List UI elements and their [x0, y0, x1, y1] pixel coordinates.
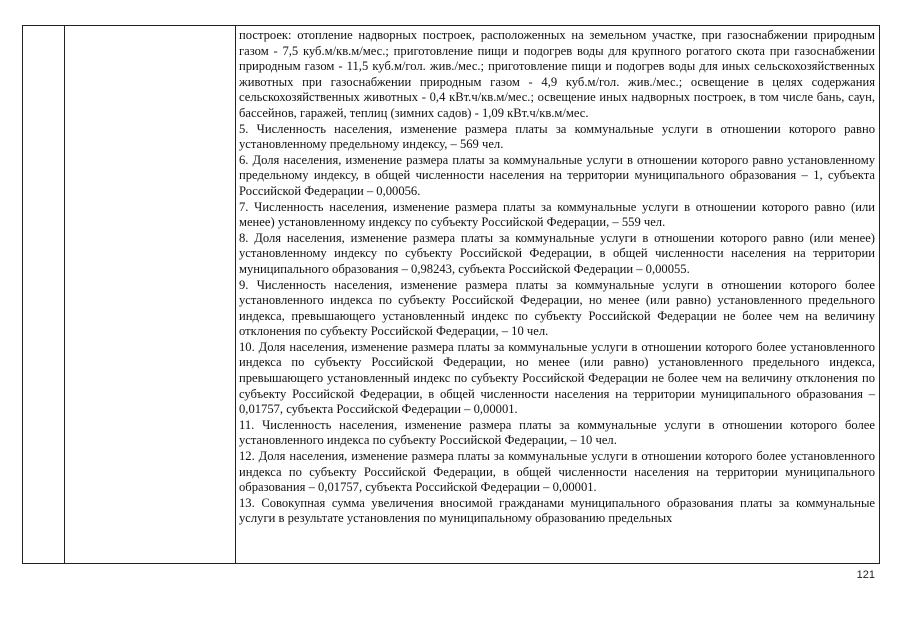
content-text-block: [236, 26, 879, 563]
table-row: [23, 26, 880, 564]
paragraph-continuation: построек: отопление надворных построек, расположенных на земельном участке, при газоснабжении природным газом - 7,5 куб.м/кв.м/мес.; приготовление пищи и подогрев воды для крупного рогатого скота при газоснабжении природным газом - 11,5 куб.м/гол. жив./мес.; приготовление пищи и подогрев воды для иных сельскохозяйственных животных при газоснабжении природным газом - 4,9 куб.м/гол. жив./мес.; освещение в целях содержания сельскохозяйственных животных - 0,4 кВт.ч/кв.м/мес.; освещение иных надворных построек, в том числе бань, саун, бассейнов, гаражей, теплиц (зимних садов) - 1,09 кВт.ч/кв.м/мес.: [239, 28, 875, 120]
paragraph-item-13: 13. Совокупная сумма увеличения вносимой гражданами муниципального образования платы за коммунальные услуги в результате установления по муниципальному образованию предельных: [239, 495, 875, 526]
paragraph-item-5: 5. Численность населения, изменение размера платы за коммунальные услуги в отношении которого равно установленному предельному индексу, – 569 чел.: [239, 121, 875, 152]
document-table: [22, 25, 880, 564]
table-cell-name: [65, 26, 236, 564]
paragraph-item-7: 7. Численность населения, изменение размера платы за коммунальные услуги в отношении которого равно (или менее) установленному индексу по субъекту Российской Федерации, – 559 чел.: [239, 199, 875, 230]
paragraph-item-12: 12. Доля населения, изменение размера платы за коммунальные услуги в отношении которого более установленного индекса по субъекту Российской Федерации, в общей численности населения на территории муниципального образования – 0,01757, субъекта Российской Федерации – 0,00001.: [239, 449, 875, 495]
table-cell-number: [23, 26, 65, 564]
paragraph-item-9: 9. Численность населения, изменение размера платы за коммунальные услуги в отношении которого более установленного индекса по субъекту Российской Федерации, но менее (или равно) установленного предельного индекса, превышающего установленный индекс по субъекту Российской Федерации не более чем на величину отклонения по субъекту Российской Федерации, – 10 чел.: [239, 277, 875, 339]
table-cell-content: [236, 26, 880, 564]
paragraph-item-10: 10. Доля населения, изменение размера платы за коммунальные услуги в отношении которого более установленного индекса по субъекту Российской Федерации, но менее (или равно) установленного предельного индекса, превышающего установленный индекс по субъекту Российской Федерации не более чем на величину отклонения по субъекту Российской Федерации, в общей численности населения на территории муниципального образования – 0,01757, субъекта Российской Федерации – 0,00001.: [239, 339, 875, 417]
paragraph-item-6: 6. Доля населения, изменение размера платы за коммунальные услуги в отношении которого равно установленному предельному индексу, в общей численности населения на территории муниципального образования – 1, субъекта Российской Федерации – 0,00056.: [239, 152, 875, 198]
page-number: 121: [856, 569, 875, 581]
paragraph-item-8: 8. Доля населения, изменение размера платы за коммунальные услуги в отношении которого равно (или менее) установленному индексу по субъекту Российской Федерации, в общей численности населения на территории муниципального образования – 0,98243, субъекта Российской Федерации – 0,00055.: [239, 230, 875, 276]
paragraph-item-11: 11. Численность населения, изменение размера платы за коммунальные услуги в отношении которого более установленного индекса по субъекту Российской Федерации, – 10 чел.: [239, 417, 875, 448]
